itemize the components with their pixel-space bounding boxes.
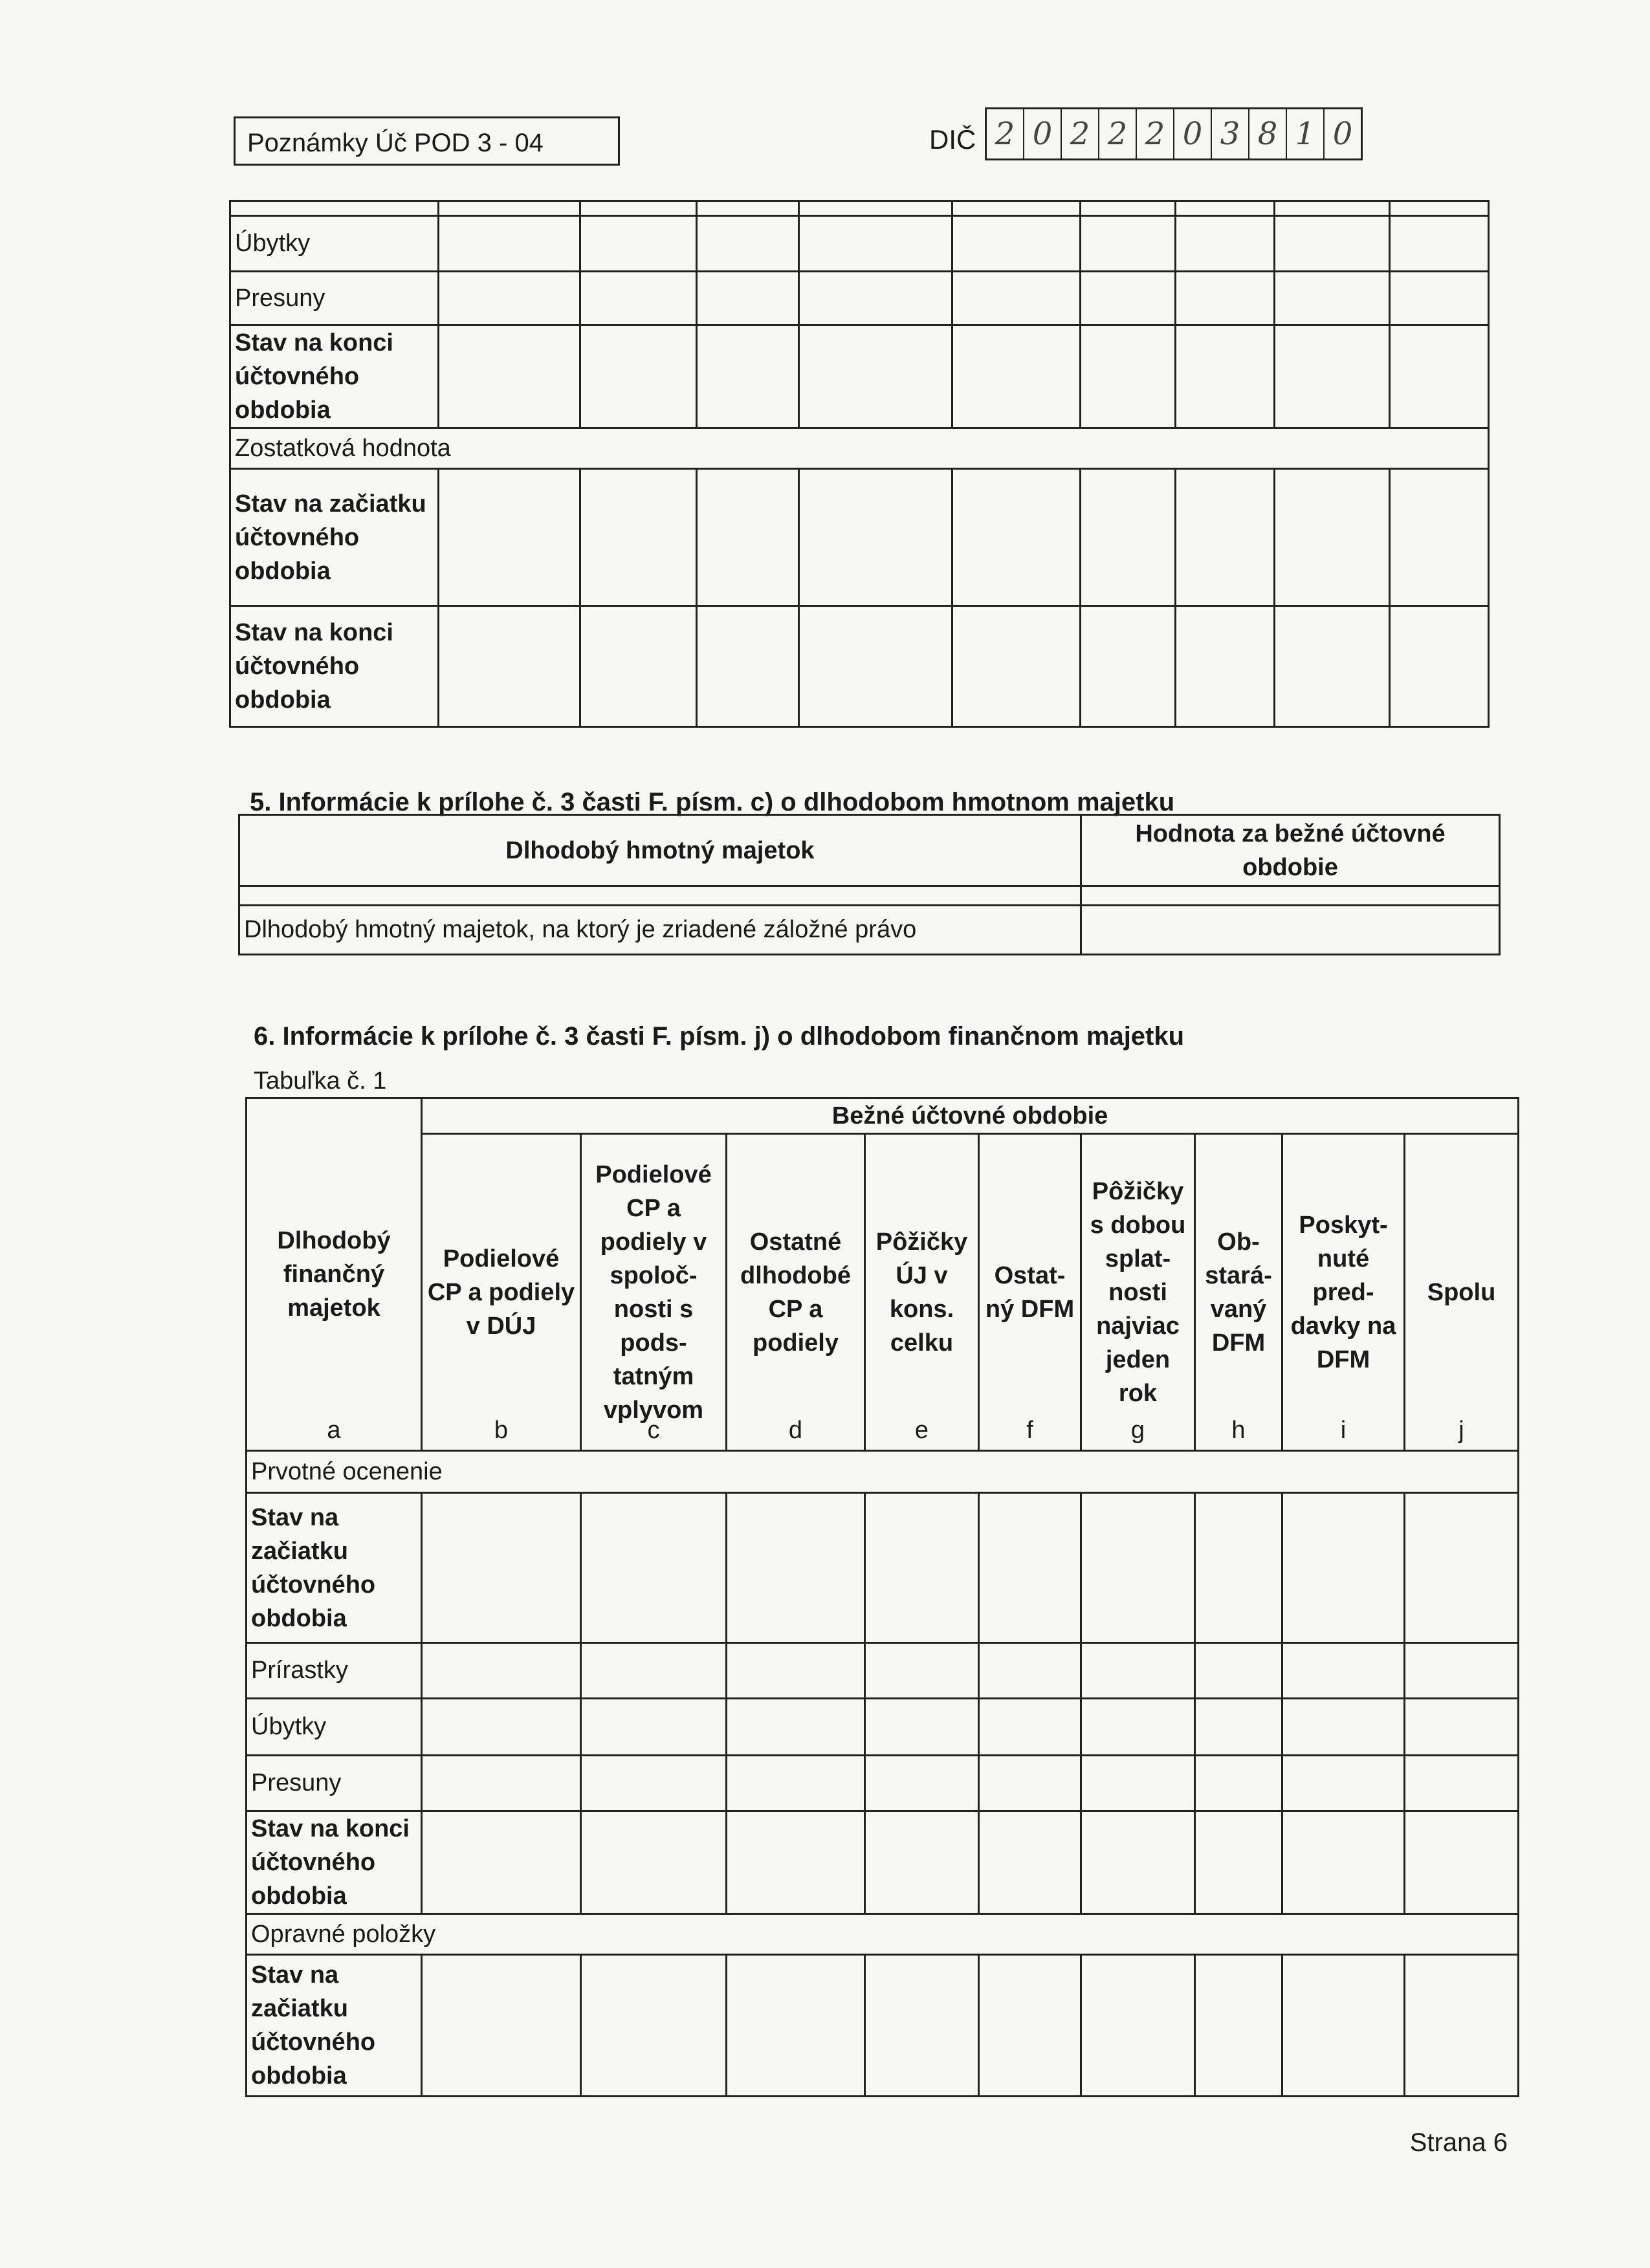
cell: [865, 1811, 979, 1914]
cell: [952, 201, 1081, 216]
table-row: [247, 1493, 1519, 1643]
cell: [979, 1955, 1081, 2097]
group-header-row: [247, 1098, 1519, 1134]
table-row: [230, 325, 1489, 428]
row-label: Stav na konci účtovného obdobia: [230, 325, 439, 428]
col-header: [1081, 1134, 1195, 1451]
cell: [1081, 201, 1176, 216]
tangible-assets-table: [238, 814, 1501, 955]
table-label: Tabuľka č. 1: [254, 1067, 387, 1095]
col-header-text: Ostat-ný DFM: [985, 1261, 1075, 1323]
col-header-text: Spolu: [1427, 1278, 1496, 1306]
dic-digit: 0: [1024, 109, 1062, 158]
cell: [1081, 1643, 1195, 1699]
row-label: Prírastky: [247, 1643, 422, 1699]
cell: [979, 1811, 1081, 1914]
cell: [1195, 1493, 1282, 1643]
row-label: Úbytky: [247, 1699, 422, 1756]
col-letter: g: [1130, 1417, 1145, 1444]
dic-digit: 2: [1099, 109, 1137, 158]
col-header-text: Dlhodobý finančný majetok: [277, 1227, 391, 1322]
dic-digit: 2: [987, 109, 1024, 158]
col-header-text: Poskyt-nuté pred-davky na DFM: [1290, 1211, 1396, 1373]
row-label: Zostatková hodnota: [230, 428, 1489, 469]
table-row: [230, 272, 1489, 325]
cell: [1081, 886, 1500, 906]
dic-digit: 0: [1174, 109, 1212, 158]
cell: [1176, 606, 1275, 727]
cell: [865, 1643, 979, 1699]
cell: [1282, 1643, 1405, 1699]
form-code: Poznámky Úč POD 3 - 04: [247, 129, 544, 157]
row-label: Stav na začiatku účtovného obdobia: [247, 1955, 422, 2097]
cell: [697, 201, 799, 216]
col-letter: f: [1026, 1417, 1033, 1444]
cell: [1081, 606, 1176, 727]
cell: [581, 1756, 727, 1811]
cell: [1405, 1699, 1519, 1756]
cell: [1081, 216, 1176, 272]
cell: [1275, 216, 1390, 272]
cell: [865, 1955, 979, 2097]
cell: [581, 1643, 727, 1699]
section-5-heading: 5. Informácie k prílohe č. 3 časti F. písm. c) o dlhodobom hmotnom majetku: [250, 788, 1175, 816]
cell: [1081, 469, 1176, 606]
dic-digit: 0: [1332, 116, 1353, 152]
cell-value: [1081, 906, 1500, 955]
cell: [799, 216, 952, 272]
col-header-value: Hodnota za bežné účtovné obdobie: [1081, 815, 1500, 886]
cell: [865, 1493, 979, 1643]
cell: [1282, 1811, 1405, 1914]
col-letter: a: [327, 1417, 341, 1444]
table-row: [247, 1914, 1519, 1955]
table-row: [247, 1643, 1519, 1699]
cell: [1275, 201, 1390, 216]
col-header: [422, 1134, 581, 1451]
cell: [952, 325, 1081, 428]
cell: [799, 606, 952, 727]
cell: [952, 272, 1081, 325]
cell: [1390, 469, 1489, 606]
cell: [1275, 469, 1390, 606]
cell: [1176, 325, 1275, 428]
cell: [581, 1955, 727, 2097]
cell: [1195, 1756, 1282, 1811]
cell: [1195, 1643, 1282, 1699]
cell: [1176, 272, 1275, 325]
col-header-text: Podielové CP a podiely v spoloč-nosti s pods-tatným vplyvom: [595, 1161, 712, 1424]
cell: [865, 1756, 979, 1811]
cell: [1390, 216, 1489, 272]
cell: [1195, 1699, 1282, 1756]
cell: [727, 1643, 865, 1699]
cell: [580, 606, 697, 727]
cell: [422, 1493, 581, 1643]
financial-assets-table: [245, 1097, 1519, 2097]
col-header: [1405, 1134, 1519, 1451]
cell: [422, 1756, 581, 1811]
cell: [799, 469, 952, 606]
cell: [439, 216, 580, 272]
col-letter: j: [1458, 1417, 1464, 1444]
cell: [727, 1955, 865, 2097]
col-letter: d: [788, 1417, 803, 1444]
cell: [580, 469, 697, 606]
table-row: [247, 1756, 1519, 1811]
col-letter: h: [1231, 1417, 1246, 1444]
cell: [1081, 1756, 1195, 1811]
table-row: [247, 1451, 1519, 1493]
col-header: [979, 1134, 1081, 1451]
cell: [1390, 325, 1489, 428]
dic-digit: 1: [1287, 109, 1325, 158]
col-header: [1195, 1134, 1282, 1451]
dic-digit: 2: [1137, 109, 1174, 158]
cell: [1275, 325, 1390, 428]
cell: [1282, 1699, 1405, 1756]
row-label: [230, 201, 439, 216]
row-label: Prvotné ocenenie: [247, 1451, 1519, 1493]
cell: [727, 1756, 865, 1811]
cell: [1282, 1756, 1405, 1811]
cell: [422, 1699, 581, 1756]
cell: [697, 606, 799, 727]
cell: [979, 1756, 1081, 1811]
dic-digit: 8: [1249, 109, 1287, 158]
dic-boxes: [985, 107, 1363, 160]
cell: [1390, 272, 1489, 325]
cell: [439, 272, 580, 325]
table-row: [230, 201, 1489, 216]
cell: [1405, 1955, 1519, 2097]
col-header: [727, 1134, 865, 1451]
col-letter: e: [914, 1417, 929, 1444]
cell: [439, 606, 580, 727]
cell: [799, 272, 952, 325]
col-header-text: Podielové CP a podiely v DÚJ: [427, 1245, 575, 1340]
row-label: Presuny: [247, 1756, 422, 1811]
cell: [1081, 272, 1176, 325]
col-letter: b: [494, 1417, 509, 1444]
cell: [727, 1699, 865, 1756]
cell: [1081, 1699, 1195, 1756]
cell: [1275, 606, 1390, 727]
cell: [1176, 469, 1275, 606]
cell: [1405, 1643, 1519, 1699]
cell: [1081, 1955, 1195, 2097]
form-code-box: [234, 116, 620, 166]
col-header-text: Pôžičky s dobou splat-nosti najviac jeden rok: [1090, 1177, 1186, 1407]
cell: [1081, 325, 1176, 428]
cell: [727, 1493, 865, 1643]
cell: [239, 886, 1081, 906]
table-row: [247, 1811, 1519, 1914]
cell: [1390, 201, 1489, 216]
cell: [1405, 1756, 1519, 1811]
cell: [979, 1643, 1081, 1699]
column-header-row: [247, 1134, 1519, 1451]
cell: [439, 201, 580, 216]
table-row: [247, 1699, 1519, 1756]
table-row: [230, 606, 1489, 727]
row-label: Stav na konci účtovného obdobia: [230, 606, 439, 727]
row-label: Stav na konci účtovného obdobia: [247, 1811, 422, 1914]
cell: [952, 469, 1081, 606]
cell: [439, 325, 580, 428]
col-header-text: Ostatné dlhodobé CP a podiely: [740, 1228, 851, 1357]
cell: [439, 469, 580, 606]
col-header-asset: [247, 1098, 422, 1451]
dic-digit: 2: [1062, 109, 1099, 158]
cell: [1282, 1955, 1405, 2097]
cell: [580, 272, 697, 325]
cell: [1405, 1493, 1519, 1643]
cell: [422, 1643, 581, 1699]
top-asset-table: [229, 200, 1490, 728]
col-letter: c: [647, 1417, 660, 1444]
row-label-pledged: Dlhodobý hmotný majetok, na ktorý je zriadené záložné právo: [239, 906, 1081, 955]
row-label: Stav na začiatku účtovného obdobia: [247, 1493, 422, 1643]
cell: [1275, 272, 1390, 325]
col-letter: i: [1340, 1417, 1347, 1444]
cell: [1195, 1955, 1282, 2097]
cell: [727, 1811, 865, 1914]
cell: [580, 325, 697, 428]
col-header-asset: Dlhodobý hmotný majetok: [239, 815, 1081, 886]
cell: [1176, 216, 1275, 272]
col-header: [865, 1134, 979, 1451]
dic-digit: 3: [1212, 109, 1249, 158]
row-label: Presuny: [230, 272, 439, 325]
cell: [952, 606, 1081, 727]
cell: [1081, 1493, 1195, 1643]
col-header-text: Pôžičky ÚJ v kons. celku: [875, 1228, 968, 1357]
cell: [952, 216, 1081, 272]
table-row: [247, 1955, 1519, 2097]
cell: [581, 1811, 727, 1914]
cell: [581, 1493, 727, 1643]
row-label: Stav na začiatku účtovného obdobia: [230, 469, 439, 606]
cell: [422, 1811, 581, 1914]
col-header: [581, 1134, 727, 1451]
dic-label: DIČ: [929, 124, 976, 155]
cell: [1282, 1493, 1405, 1643]
cell: [799, 201, 952, 216]
group-header: Bežné účtovné obdobie: [422, 1098, 1519, 1134]
cell: [697, 469, 799, 606]
table-row: [230, 428, 1489, 469]
col-header-text: Ob-stará-vaný DFM: [1205, 1228, 1272, 1357]
cell: [865, 1699, 979, 1756]
page-number: Strana 6: [1409, 2128, 1508, 2157]
cell: [1390, 606, 1489, 727]
cell: [580, 216, 697, 272]
cell: [422, 1955, 581, 2097]
cell: [799, 325, 952, 428]
table-row: [230, 469, 1489, 606]
cell: [581, 1699, 727, 1756]
cell: [697, 325, 799, 428]
table-row: [230, 216, 1489, 272]
section-6-heading: 6. Informácie k prílohe č. 3 časti F. písm. j) o dlhodobom finančnom majetku: [254, 1022, 1185, 1051]
row-label: Úbytky: [230, 216, 439, 272]
cell: [1176, 201, 1275, 216]
cell: [1405, 1811, 1519, 1914]
row-label: Opravné položky: [247, 1914, 1519, 1955]
col-header: [1282, 1134, 1405, 1451]
cell: [1195, 1811, 1282, 1914]
cell: [1081, 1811, 1195, 1914]
cell: [697, 272, 799, 325]
cell: [979, 1699, 1081, 1756]
cell: [979, 1493, 1081, 1643]
cell: [697, 216, 799, 272]
cell: [580, 201, 697, 216]
